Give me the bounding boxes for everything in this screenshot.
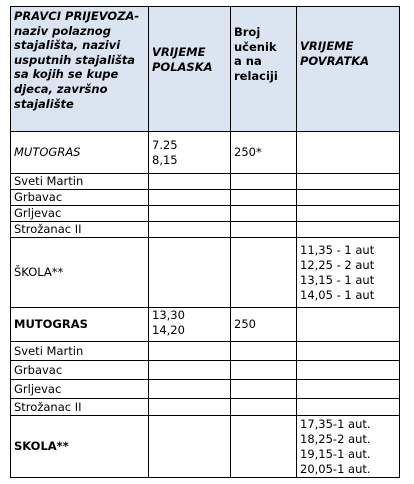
stop-name: Strožanac II xyxy=(11,399,149,416)
table-row xyxy=(11,342,400,361)
transport-schedule-table xyxy=(10,6,400,478)
return-times xyxy=(297,308,400,342)
table-row xyxy=(11,206,400,222)
header-departure-time: VRIJEME POLASKA xyxy=(149,7,231,132)
departure-times: 13,30 14,20 xyxy=(149,308,231,342)
table-row xyxy=(11,361,400,380)
return-times: 17,35-1 aut. 18,25-2 aut. 19,15-1 aut. 20,05-1 aut. xyxy=(297,416,400,478)
table-row xyxy=(11,416,400,478)
header-student-count: Broj učenik a na relaciji xyxy=(231,7,297,132)
student-count: 250 xyxy=(231,308,297,342)
stop-name: Grbavac xyxy=(11,361,149,380)
return-times xyxy=(297,132,400,174)
table-row xyxy=(11,222,400,238)
stop-name: Grbavac xyxy=(11,190,149,206)
header-row xyxy=(11,7,400,132)
return-times: 11,35 - 1 aut 12,25 - 2 aut 13,15 - 1 aut 14,05 - 1 aut xyxy=(297,238,400,308)
stop-name: Sveti Martin xyxy=(11,342,149,361)
table-row xyxy=(11,174,400,190)
table-row xyxy=(11,308,400,342)
stop-name: MUTOGRAS xyxy=(11,132,149,174)
stop-name: Strožanac II xyxy=(11,222,149,238)
table-row xyxy=(11,380,400,399)
schedule-table-wrapper xyxy=(10,6,400,478)
stop-name: ŠKOLA** xyxy=(11,238,149,308)
table-row xyxy=(11,399,400,416)
header-routes: PRAVCI PRIJEVOZA- naziv polaznog stajališta, nazivi usputnih stajališta sa kojih se kupe djeca, završno stajalište xyxy=(11,7,149,132)
table-row xyxy=(11,190,400,206)
stop-name: Sveti Martin xyxy=(11,174,149,190)
student-count: 250* xyxy=(231,132,297,174)
table-row xyxy=(11,238,400,308)
departure-times: 7.25 8,15 xyxy=(149,132,231,174)
header-return-time: VRIJEME POVRATKA xyxy=(297,7,400,132)
stop-name: SKOLA** xyxy=(11,416,149,478)
stop-name: MUTOGRAS xyxy=(11,308,149,342)
table-row xyxy=(11,132,400,174)
stop-name: Grljevac xyxy=(11,206,149,222)
stop-name: Grljevac xyxy=(11,380,149,399)
